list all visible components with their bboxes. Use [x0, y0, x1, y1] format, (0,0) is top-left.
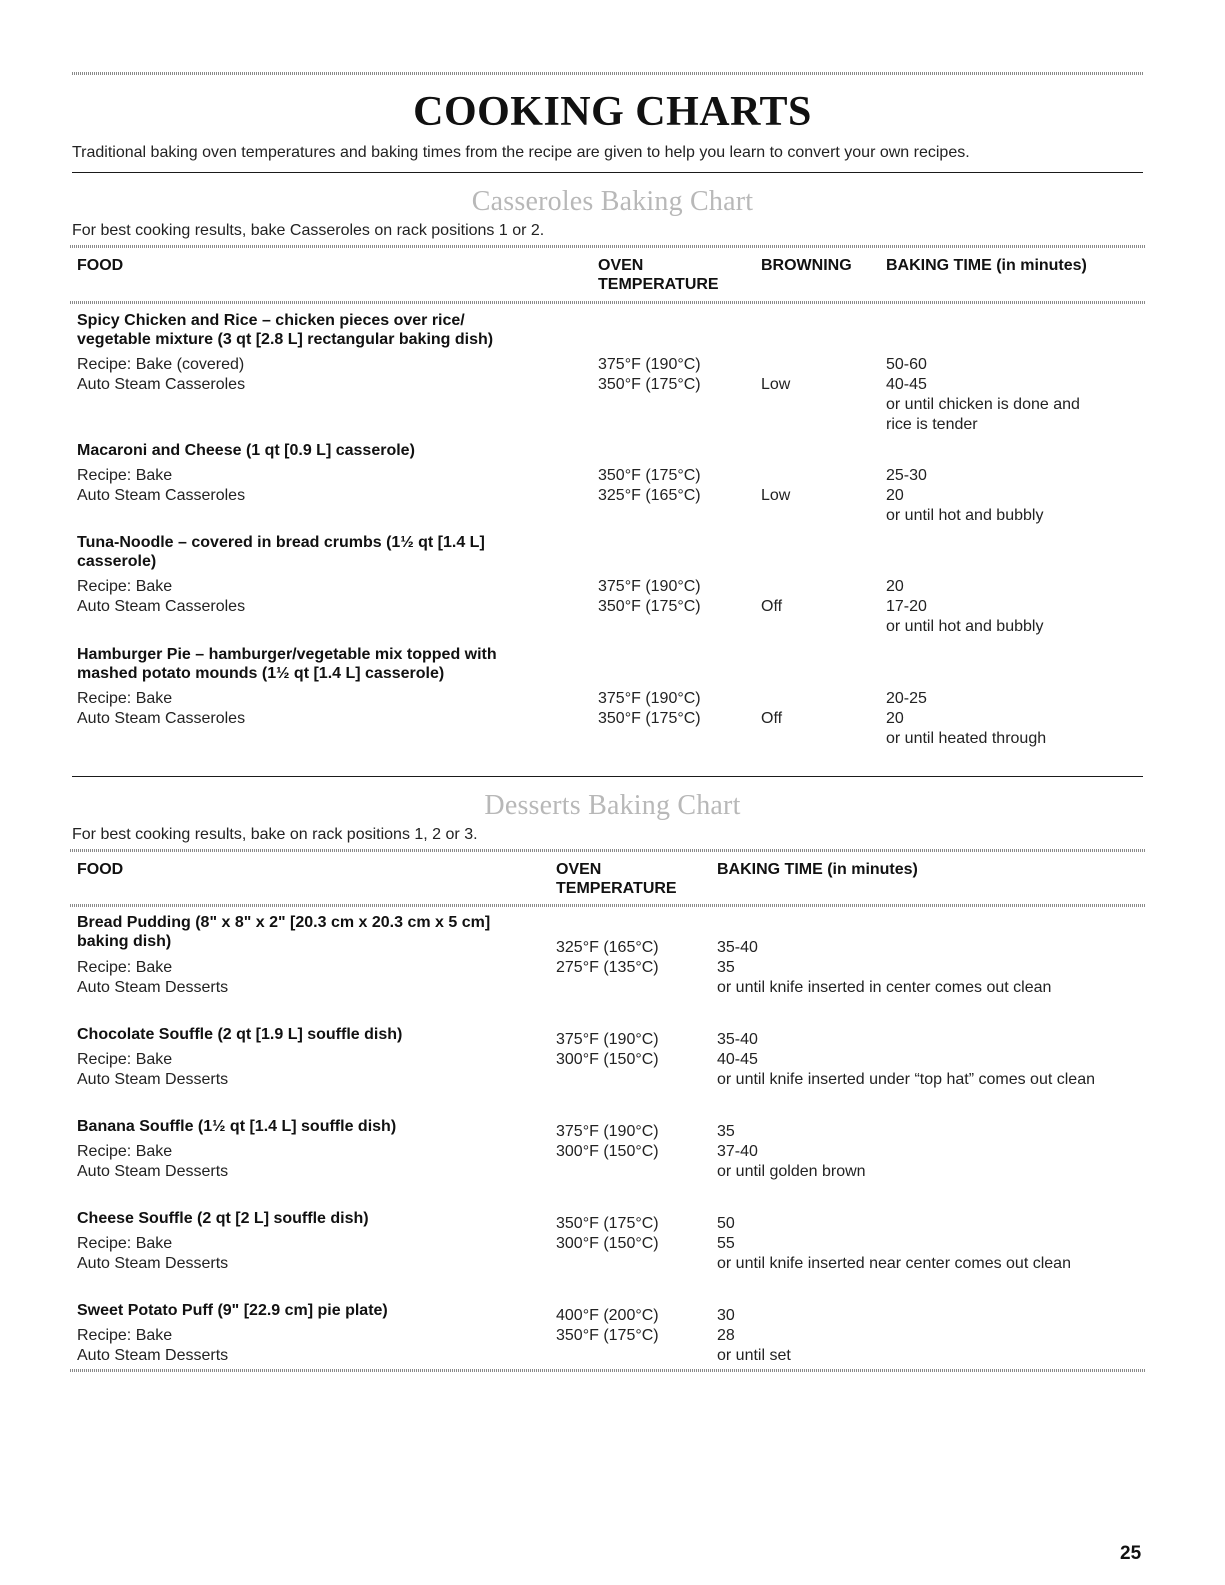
recipe-label: Recipe: Bake — [77, 1143, 173, 1160]
recipe-temp: 375°F (190°C) — [598, 356, 701, 373]
note: or until heated through — [886, 730, 1047, 747]
note: or until chicken is done and — [886, 396, 1080, 413]
casseroles-title: Casseroles Baking Chart — [471, 186, 754, 217]
note: or until hot and bubbly — [886, 507, 1044, 524]
header-bottom-rule — [70, 301, 1145, 304]
auto-temp: 350°F (175°C) — [598, 376, 701, 393]
note: or until set — [717, 1347, 791, 1364]
recipe-temp: 375°F (190°C) — [598, 578, 701, 595]
auto-temp: 275°F (135°C) — [556, 959, 659, 976]
recipe-label: Recipe: Bake — [77, 1235, 173, 1252]
page-title: COOKING CHARTS — [413, 89, 812, 135]
recipe-time: 50 — [717, 1215, 735, 1232]
auto-time: 40-45 — [717, 1051, 758, 1068]
auto-time: 28 — [717, 1327, 735, 1344]
auto-time: 37-40 — [717, 1143, 758, 1160]
header-baking-time: BAKING TIME (in minutes) — [717, 861, 918, 878]
divider — [72, 172, 1143, 173]
food-name-cont: baking dish) — [77, 933, 172, 950]
note: or until knife inserted under “top hat” comes out clean — [717, 1071, 1095, 1088]
auto-label: Auto Steam Desserts — [77, 1255, 229, 1272]
recipe-time: 25-30 — [886, 467, 927, 484]
header-baking-time: BAKING TIME (in minutes) — [886, 257, 1087, 274]
auto-time: 17-20 — [886, 598, 927, 615]
recipe-temp: 325°F (165°C) — [556, 939, 659, 956]
auto-temp: 350°F (175°C) — [598, 598, 701, 615]
recipe-label: Recipe: Bake — [77, 578, 173, 595]
food-name-cont: vegetable mixture (3 qt [2.8 L] rectangular baking dish) — [77, 331, 494, 348]
desserts-title: Desserts Baking Chart — [484, 790, 741, 821]
recipe-temp: 350°F (175°C) — [556, 1215, 659, 1232]
note: or until knife inserted in center comes out clean — [717, 979, 1052, 996]
food-name: Sweet Potato Puff (9" [22.9 cm] pie plate) — [77, 1302, 388, 1319]
table-top-rule — [70, 245, 1145, 248]
auto-label: Auto Steam Casseroles — [77, 710, 246, 727]
recipe-temp: 375°F (190°C) — [556, 1123, 659, 1140]
recipe-temp: 400°F (200°C) — [556, 1307, 659, 1324]
auto-label: Auto Steam Casseroles — [77, 376, 246, 393]
food-name: Cheese Souffle (2 qt [2 L] souffle dish) — [77, 1210, 369, 1227]
casseroles-subtitle: For best cooking results, bake Casseroles on rack positions 1 or 2. — [72, 222, 545, 239]
header-food: FOOD — [77, 257, 124, 274]
header-browning: BROWNING — [761, 257, 852, 274]
header-oven-temperature: TEMPERATURE — [598, 276, 719, 293]
table-top-rule — [70, 849, 1145, 852]
auto-temp: 350°F (175°C) — [598, 710, 701, 727]
desserts-subtitle: For best cooking results, bake on rack positions 1, 2 or 3. — [72, 826, 478, 843]
auto-time: 20 — [886, 710, 904, 727]
auto-label: Auto Steam Casseroles — [77, 487, 246, 504]
auto-time: 40-45 — [886, 376, 927, 393]
auto-temp: 325°F (165°C) — [598, 487, 701, 504]
header-oven-temperature: TEMPERATURE — [556, 880, 677, 897]
auto-label: Auto Steam Desserts — [77, 1163, 229, 1180]
note-cont: rice is tender — [886, 416, 978, 433]
food-name: Tuna-Noodle – covered in bread crumbs (1½ qt [1.4 L] — [77, 534, 485, 551]
recipe-time: 35-40 — [717, 1031, 758, 1048]
recipe-time: 30 — [717, 1307, 735, 1324]
recipe-label: Recipe: Bake — [77, 1051, 173, 1068]
recipe-time: 20 — [886, 578, 904, 595]
recipe-label: Recipe: Bake — [77, 690, 173, 707]
recipe-label: Recipe: Bake — [77, 1327, 173, 1344]
auto-time: 20 — [886, 487, 904, 504]
recipe-time: 20-25 — [886, 690, 927, 707]
table-bottom-rule — [70, 1369, 1145, 1372]
auto-label: Auto Steam Desserts — [77, 1071, 229, 1088]
recipe-temp: 375°F (190°C) — [556, 1031, 659, 1048]
page-number: 25 — [1120, 1543, 1142, 1564]
auto-temp: 300°F (150°C) — [556, 1143, 659, 1160]
intro-text: Traditional baking oven temperatures and baking times from the recipe are given to help you learn to convert your own recipes. — [72, 144, 970, 161]
auto-browning: Off — [761, 598, 783, 615]
food-name: Banana Souffle (1½ qt [1.4 L] souffle dish) — [77, 1118, 397, 1135]
divider — [72, 776, 1143, 777]
auto-temp: 350°F (175°C) — [556, 1327, 659, 1344]
recipe-temp: 375°F (190°C) — [598, 690, 701, 707]
recipe-label: Recipe: Bake (covered) — [77, 356, 245, 373]
auto-time: 35 — [717, 959, 735, 976]
auto-label: Auto Steam Desserts — [77, 979, 229, 996]
auto-label: Auto Steam Desserts — [77, 1347, 229, 1364]
recipe-time: 35-40 — [717, 939, 758, 956]
recipe-time: 35 — [717, 1123, 735, 1140]
recipe-time: 50-60 — [886, 356, 927, 373]
food-name: Hamburger Pie – hamburger/vegetable mix topped with — [77, 646, 497, 663]
note: or until golden brown — [717, 1163, 866, 1180]
recipe-label: Recipe: Bake — [77, 959, 173, 976]
auto-browning: Off — [761, 710, 783, 727]
food-name-cont: mashed potato mounds (1½ qt [1.4 L] casserole) — [77, 665, 445, 682]
auto-time: 55 — [717, 1235, 735, 1252]
recipe-label: Recipe: Bake — [77, 467, 173, 484]
header-bottom-rule — [70, 904, 1145, 907]
food-name: Spicy Chicken and Rice – chicken pieces over rice/ — [77, 312, 465, 329]
auto-browning: Low — [761, 487, 791, 504]
food-name-cont: casserole) — [77, 553, 157, 570]
top-rule — [72, 72, 1143, 75]
auto-temp: 300°F (150°C) — [556, 1051, 659, 1068]
auto-browning: Low — [761, 376, 791, 393]
auto-label: Auto Steam Casseroles — [77, 598, 246, 615]
auto-temp: 300°F (150°C) — [556, 1235, 659, 1252]
header-oven: OVEN — [556, 861, 602, 878]
header-oven: OVEN — [598, 257, 644, 274]
header-food: FOOD — [77, 861, 124, 878]
food-name: Macaroni and Cheese (1 qt [0.9 L] casserole) — [77, 442, 415, 459]
note: or until knife inserted near center comes out clean — [717, 1255, 1071, 1272]
recipe-temp: 350°F (175°C) — [598, 467, 701, 484]
note: or until hot and bubbly — [886, 618, 1044, 635]
food-name: Chocolate Souffle (2 qt [1.9 L] souffle dish) — [77, 1026, 403, 1043]
food-name: Bread Pudding (8" x 8" x 2" [20.3 cm x 20.3 cm x 5 cm] — [77, 914, 491, 931]
